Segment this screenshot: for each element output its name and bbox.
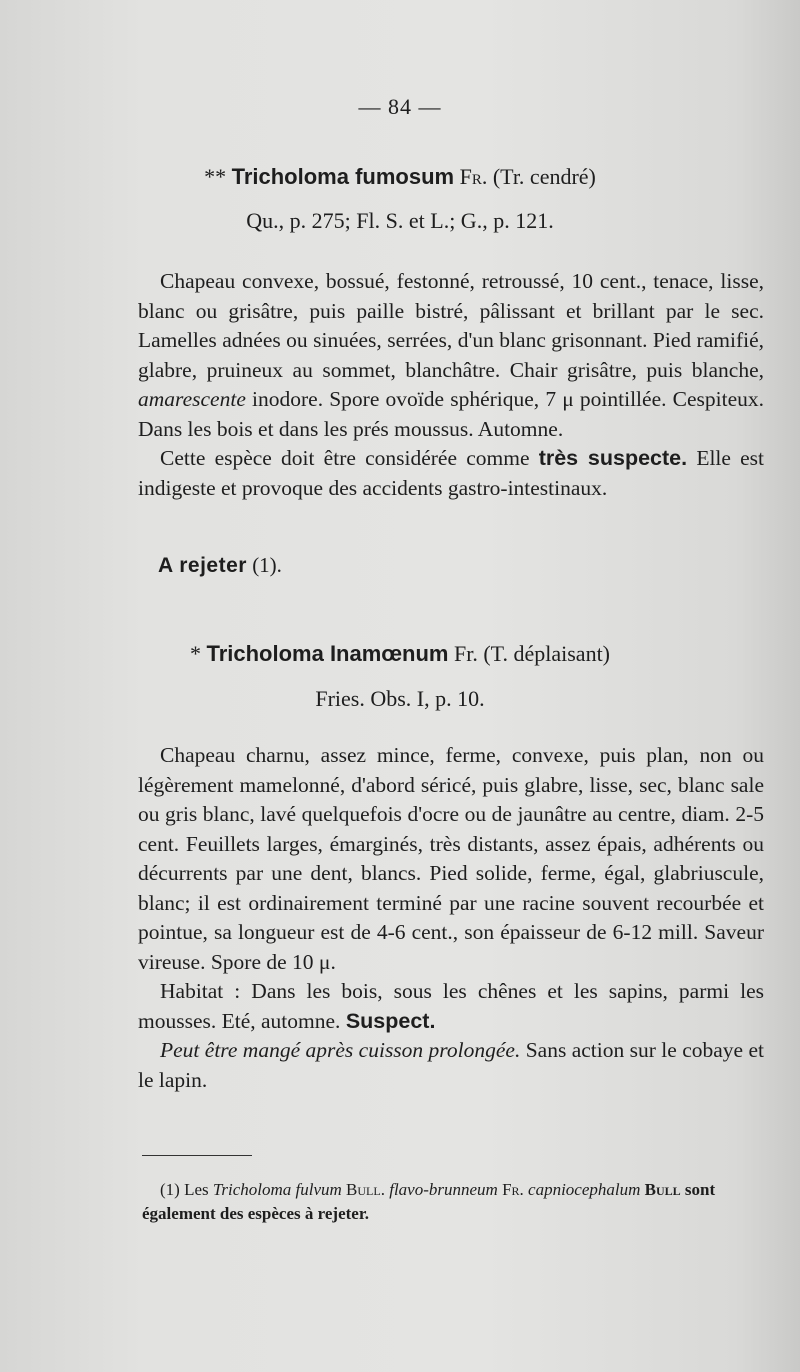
footnote-rule [142, 1155, 252, 1156]
edibility-text: Sans action sur le cobaye et le lapin. [138, 1038, 764, 1092]
note-text: Cette espèce doit être considérée comme [160, 446, 530, 470]
note-bold: très suspecte. [538, 446, 688, 470]
species-reference-fumosum: Qu., p. 275; Fl. S. et L.; G., p. 121. [246, 208, 554, 233]
footnote-author: Fr. [502, 1180, 524, 1199]
common-name: (Tr. cendré) [492, 164, 596, 189]
footnote-author: Bull [644, 1180, 681, 1199]
footnote-text [142, 1178, 762, 1226]
species-name: Tricholoma Inamœnum [206, 641, 449, 666]
footnote-species: flavo-brunneum [389, 1180, 498, 1199]
species-author: Fr. [454, 641, 478, 666]
note-paragraph [138, 444, 764, 503]
species-title-fumosum [0, 164, 800, 190]
verdict-bold: A rejeter [158, 554, 247, 577]
species-reference-inamoenum: Fries. Obs. I, p. 10. [315, 686, 485, 711]
footnote [142, 1178, 762, 1226]
edibility-paragraph [138, 1036, 764, 1095]
footnote-species: Tricholoma fulvum [212, 1180, 342, 1199]
edibility-italic: Peut être mangé après cuisson prolongée. [160, 1038, 521, 1062]
habitat-text: Habitat : Dans les bois, sous les chênes et les sapins, parmi les mousses. Eté, automne. [138, 979, 764, 1033]
page-number: — 84 — [358, 94, 442, 119]
footnote-author: Bull. [346, 1180, 385, 1199]
species-author: Fr. [459, 164, 488, 189]
footnote-marker: (1). [252, 553, 282, 577]
description-paragraph [138, 267, 764, 444]
description-inamoenum [138, 741, 764, 1095]
description-paragraph: Chapeau charnu, assez mince, ferme, convexe, puis plan, non ou légèrement mamelonné, d'abord séricé, puis glabre, lisse, sec, blanc sale ou gris blanc, lavé quelquefois d'ocre ou de jaunâtre au centre, diam. 2-5 cent. Feuillets larges, émarginés, très distants, assez épais, adhérents ou décurrents par une dent, blancs. Pied solide, ferme, égal, glabriuscule, blanc; il est ordinairement terminé par une racine souvent recourbée et pointue, sa longueur est de 4-6 cent., son épaisseur de 6-12 mill. Saveur vireuse. Spore de 10 μ. [138, 743, 764, 974]
common-name: (T. déplaisant) [483, 641, 611, 666]
description-fumosum [138, 267, 764, 503]
title-stars: * [189, 641, 201, 666]
habitat-bold: Suspect. [345, 1008, 436, 1033]
footnote-number: (1) Les [160, 1180, 209, 1199]
habitat-paragraph [138, 977, 764, 1036]
title-stars: ** [204, 164, 227, 189]
species-name: Tricholoma fumosum [231, 164, 455, 189]
footnote-species: capniocephalum [528, 1180, 641, 1199]
description-text: Chapeau convexe, bossué, festonné, retroussé, 10 cent., tenace, lisse, blanc ou grisâtre, puis paille bistré, pâlissant et brillant par le sec. Lamelles adnées ou sinuées, serrées, d'un blanc grisonnant. Pied ramifié, glabre, pruineux au sommet, blanchâtre. Chair grisâtre, puis blanche, [138, 269, 764, 382]
description-text: inodore. Spore ovoïde sphérique, 7 μ pointillée. Cespiteux. Dans les bois et dans les prés moussus. Automne. [138, 387, 765, 441]
species-title-inamoenum [0, 641, 800, 667]
description-italic: amarescente [138, 387, 246, 411]
footnote-rest: sont également des espèces à rejeter. [142, 1180, 716, 1223]
note-text: Elle est indigeste et provoque des accidents gastro-intestinaux. [138, 446, 765, 500]
verdict-fumosum [158, 553, 282, 578]
